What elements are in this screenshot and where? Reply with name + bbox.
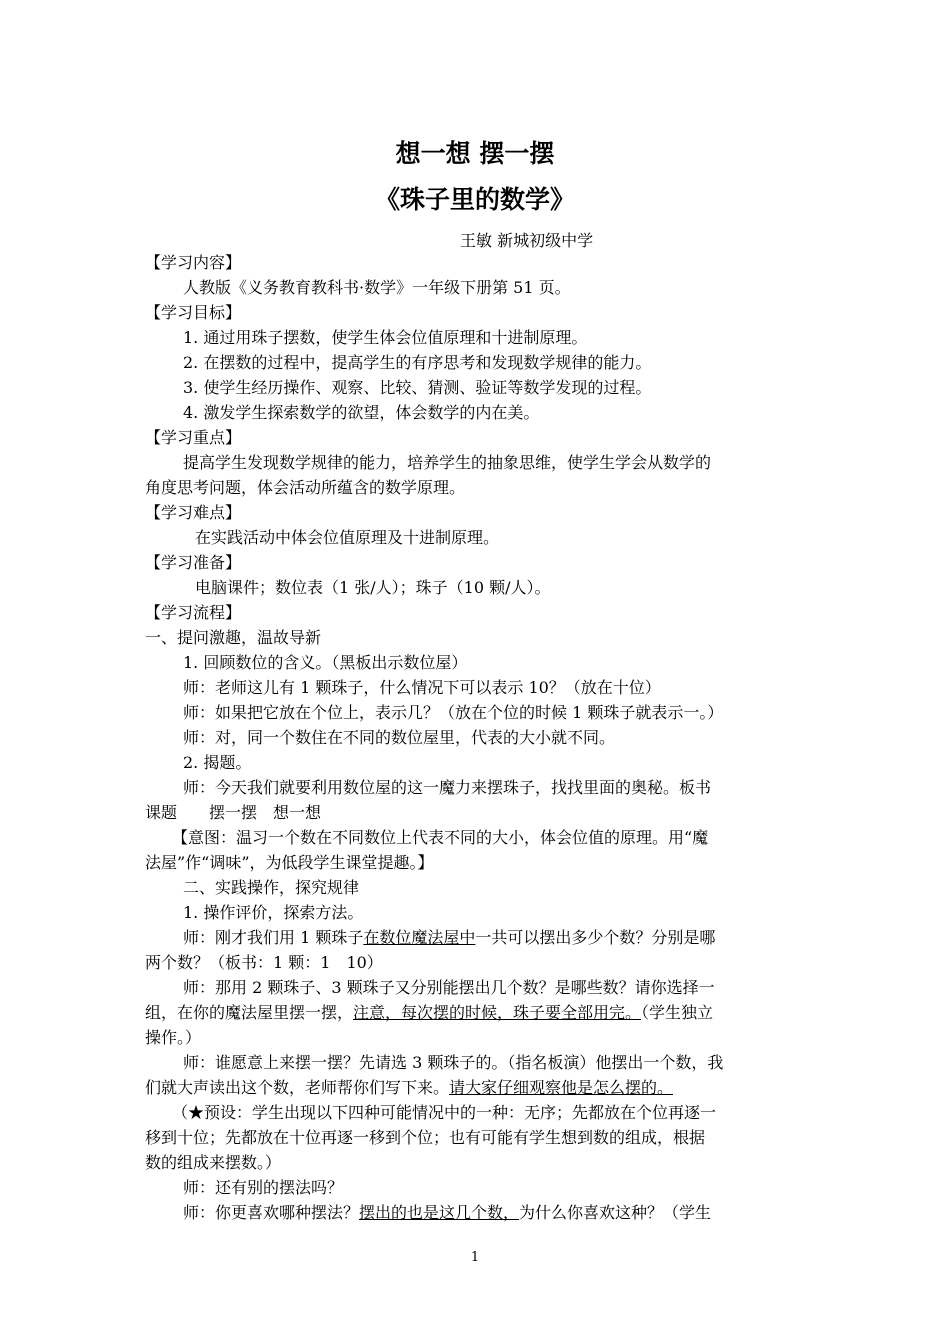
text-run: 师：你更喜欢哪种摆法？ xyxy=(183,1203,360,1222)
underlined-text: 摆出的也是这几个数， xyxy=(359,1203,520,1222)
page-subtitle: 《珠子里的数学》 xyxy=(374,185,575,214)
flow-line: 课题 摆一摆 想一想 xyxy=(145,803,322,822)
section-heading-key: 【学习重点】 xyxy=(145,428,242,447)
section-heading-content: 【学习内容】 xyxy=(145,253,242,272)
intent-note: 【意图：温习一个数在不同数位上代表不同的大小，体会位值的原理。用“魔 xyxy=(172,828,709,847)
text-run: 为什么你喜欢这种？（学生 xyxy=(519,1203,712,1222)
flow-line: 一、提问激趣，温故导新 xyxy=(145,628,322,647)
text-run: 一共可以摆出多少个数？分别是哪 xyxy=(475,928,716,947)
flow-line: 师：对，同一个数住在不同的数位屋里，代表的大小就不同。 xyxy=(183,728,616,747)
underlined-text: 注意，每次摆的时候，珠子要全部用完。 xyxy=(353,1003,642,1022)
difficulty-text: 在实践活动中体会位值原理及十进制原理。 xyxy=(195,528,500,547)
flow-line: 师：老师这儿有 1 颗珠子，什么情况下可以表示 10？（放在十位） xyxy=(183,678,661,697)
text-run: 师：刚才我们用 1 颗珠子 xyxy=(183,928,364,947)
underlined-text: 在数位魔法屋中 xyxy=(363,928,476,947)
flow-line: 操作。） xyxy=(145,1028,202,1047)
goal-item: 4. 激发学生探索数学的欲望，体会数学的内在美。 xyxy=(183,403,540,422)
key-text: 角度思考问题，体会活动所蕴含的数学原理。 xyxy=(145,478,466,497)
flow-line: 师：那用 2 颗珠子、3 颗珠子又分别能摆出几个数？是哪些数？请你选择一 xyxy=(183,978,715,997)
text-run: （学生独立 xyxy=(641,1003,714,1022)
flow-line: 两个数？（板书：1 颗：1 10） xyxy=(145,953,383,972)
flow-line: 2. 揭题。 xyxy=(183,753,252,772)
flow-line xyxy=(145,1003,713,1023)
flow-line xyxy=(145,1078,673,1098)
flow-line: 1. 操作评价，探索方法。 xyxy=(183,903,364,922)
section-heading-prep: 【学习准备】 xyxy=(145,553,242,572)
flow-line xyxy=(183,928,715,948)
section-heading-flow: 【学习流程】 xyxy=(145,603,242,622)
underlined-text: 请大家仔细观察他是怎么摆的。 xyxy=(449,1078,674,1097)
goal-item: 1. 通过用珠子摆数，使学生体会位值原理和十进制原理。 xyxy=(183,328,588,347)
page-number: 1 xyxy=(470,1250,480,1265)
preset-note: 数的组成来摆数。） xyxy=(145,1153,282,1172)
author-line: 王敏 新城初级中学 xyxy=(460,231,594,250)
flow-line: 师：还有别的摆法吗？ xyxy=(183,1178,344,1197)
flow-line: 师：谁愿意上来摆一摆？先请选 3 颗珠子的。（指名板演）他摆出一个数，我 xyxy=(183,1053,724,1072)
intent-note: 法屋”作“调味”，为低段学生课堂提趣。】 xyxy=(145,853,434,872)
flow-line xyxy=(183,1203,711,1223)
flow-line: 1. 回顾数位的含义。（黑板出示数位屋） xyxy=(183,653,468,672)
content-text: 人教版《义务教育教科书·数学》一年级下册第 51 页。 xyxy=(183,278,571,297)
page-title: 想一想 摆一摆 xyxy=(395,139,555,168)
flow-line: 二、实践操作，探究规律 xyxy=(183,878,360,897)
preset-note: 移到十位；先都放在十位再逐一移到个位；也有可能有学生想到数的组成，根据 xyxy=(145,1128,706,1147)
flow-line: 师：今天我们就要利用数位屋的这一魔力来摆珠子，找找里面的奥秘。板书 xyxy=(183,778,712,797)
goal-item: 2. 在摆数的过程中，提高学生的有序思考和发现数学规律的能力。 xyxy=(183,353,652,372)
key-text: 提高学生发现数学规律的能力，培养学生的抽象思维，使学生学会从数学的 xyxy=(183,453,712,472)
section-heading-difficulty: 【学习难点】 xyxy=(145,503,242,522)
text-run: 组，在你的魔法屋里摆一摆， xyxy=(145,1003,354,1022)
flow-line: 师：如果把它放在个位上，表示几？（放在个位的时候 1 颗珠子就表示一。） xyxy=(183,703,724,722)
preset-note: （★预设：学生出现以下四种可能情况中的一种：无序；先都放在个位再逐一 xyxy=(172,1103,717,1122)
prep-text: 电脑课件；数位表（1 张/人）；珠子（10 颗/人）。 xyxy=(195,578,551,597)
section-heading-goals: 【学习目标】 xyxy=(145,303,242,322)
goal-item: 3. 使学生经历操作、观察、比较、猜测、验证等数学发现的过程。 xyxy=(183,378,652,397)
text-run: 们就大声读出这个数，老师帮你们写下来。 xyxy=(145,1078,450,1097)
